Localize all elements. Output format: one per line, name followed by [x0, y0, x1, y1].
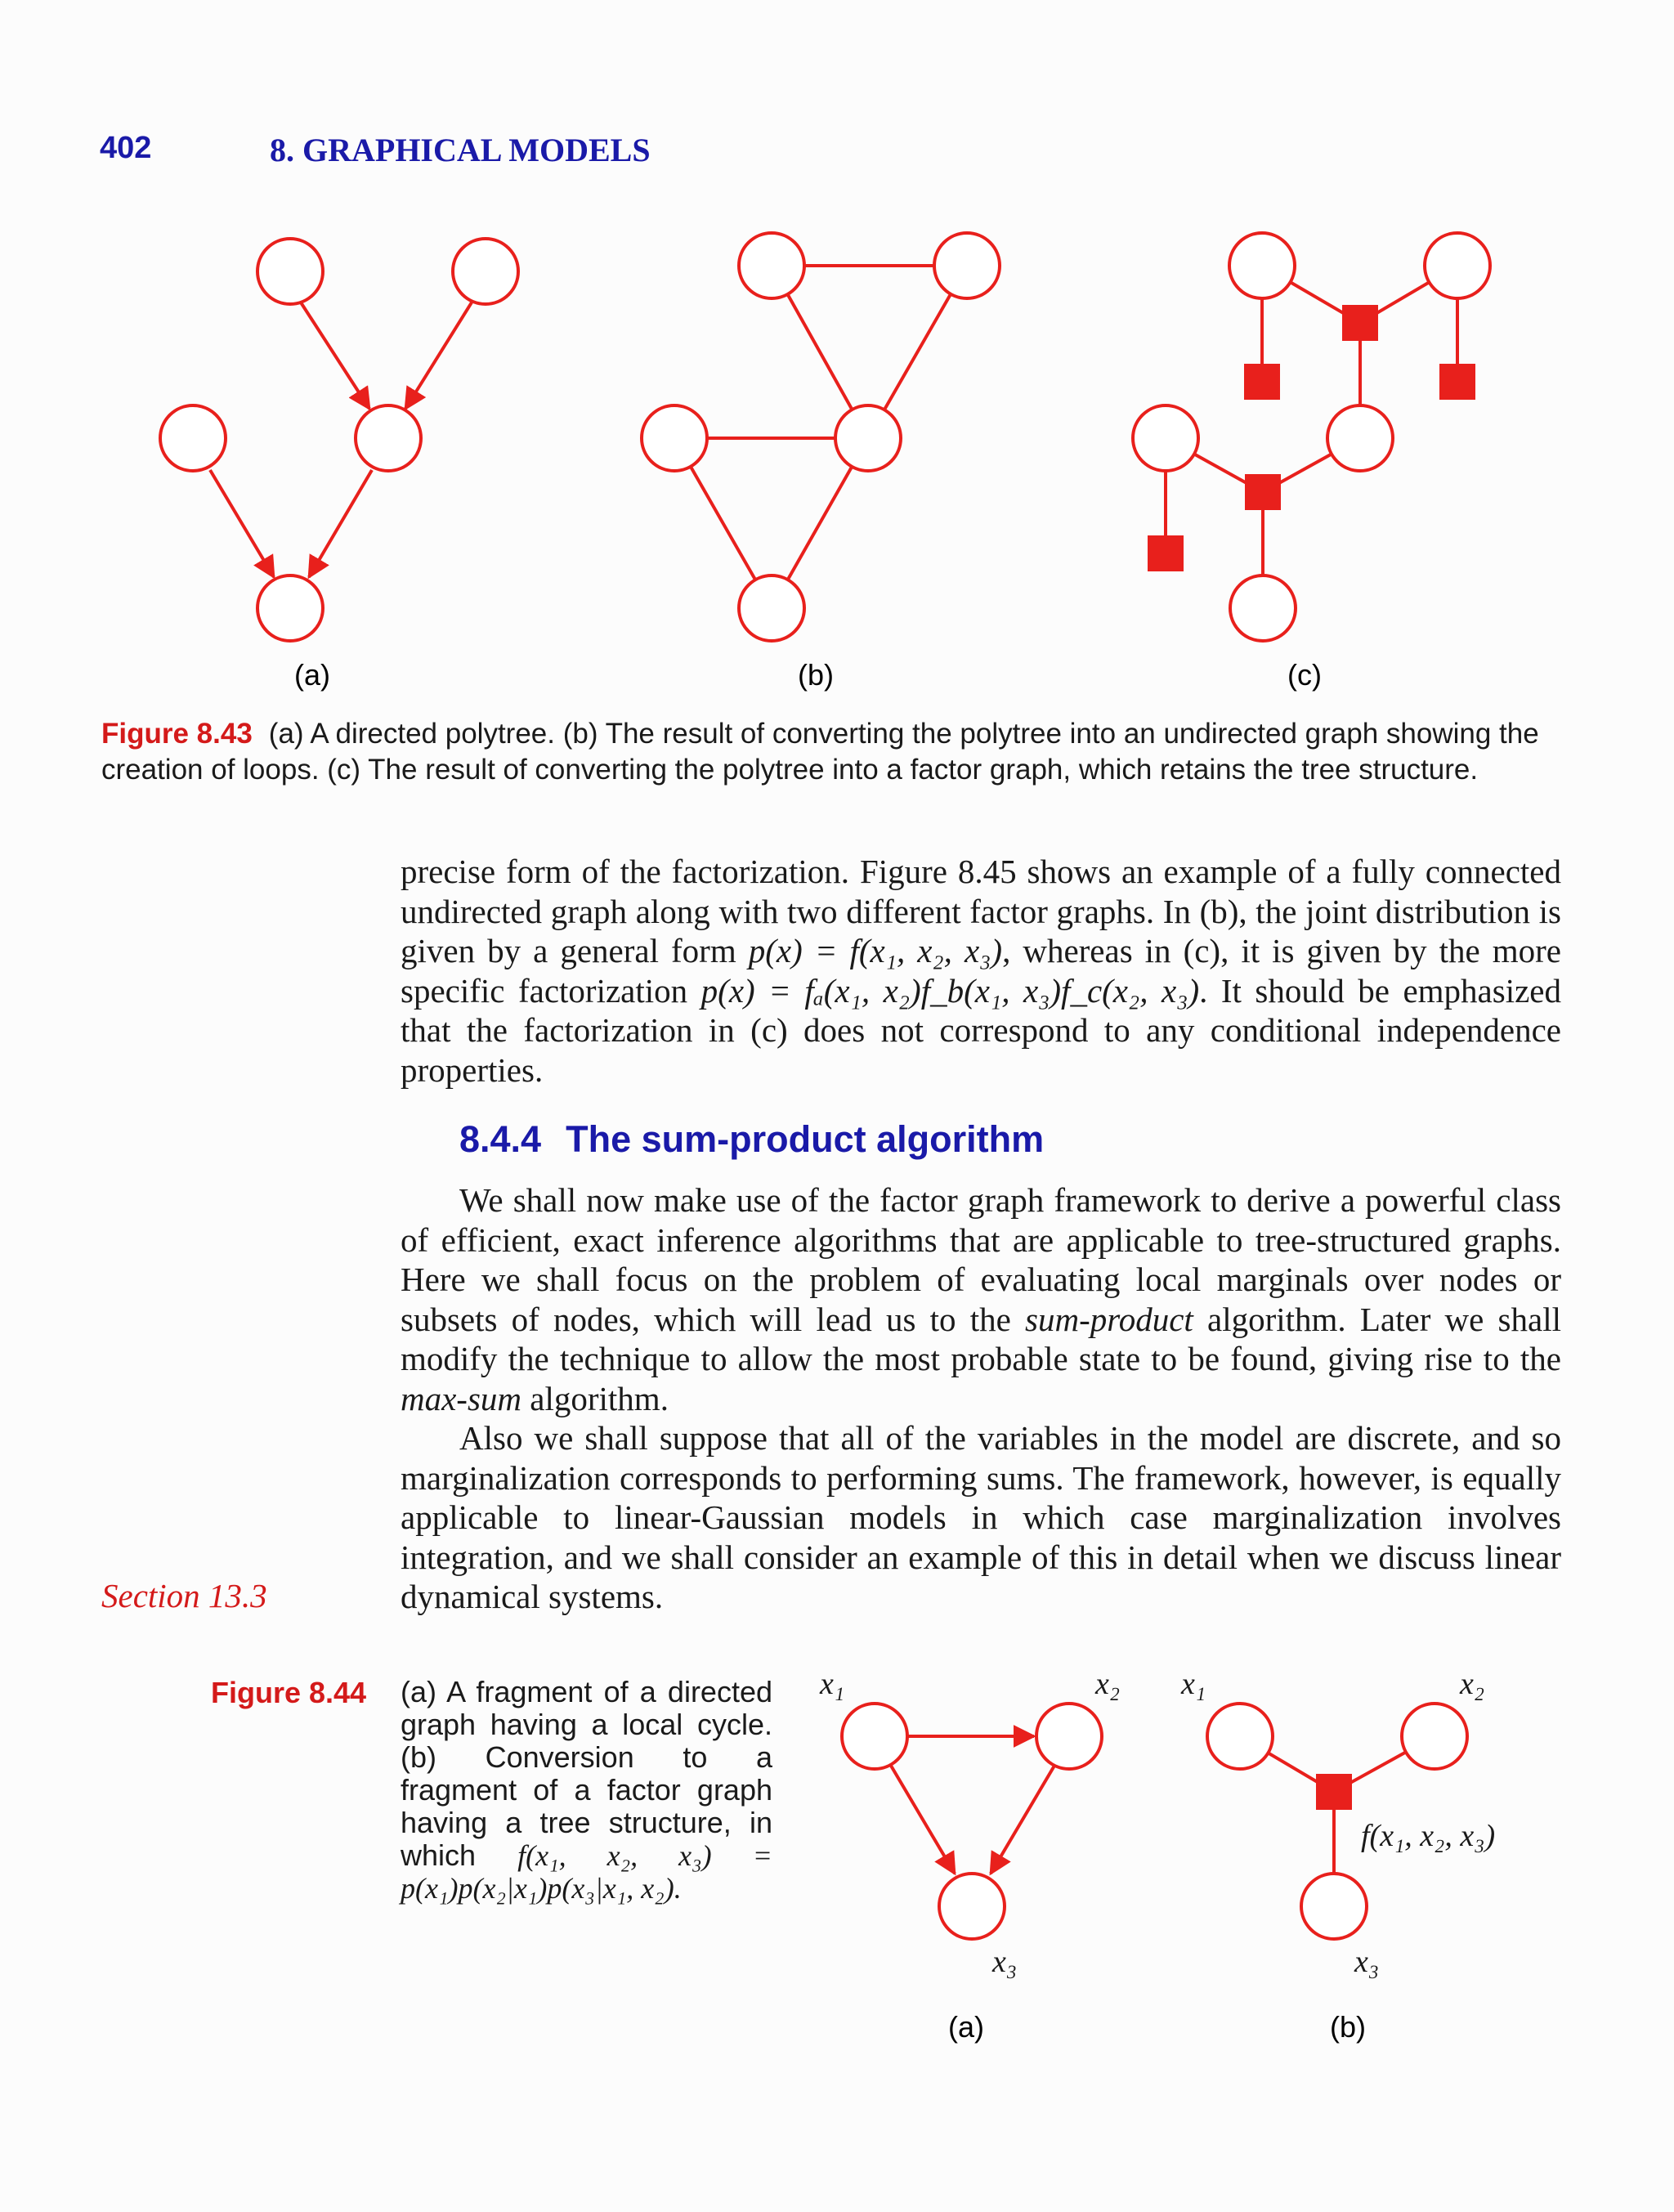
figure-843-caption-text: (a) A directed polytree. (b) The result of converting the polytree into an undirected graph showing the creation of loops. (c) The result of converting the polytree into a factor graph, which retains the tree structure. — [101, 718, 1539, 786]
edge-arrow — [405, 302, 472, 409]
term-sum-product: sum-product — [1025, 1300, 1193, 1338]
chapter-title: 8. GRAPHICAL MODELS — [270, 132, 651, 168]
figure-844-caption-math: f(x₁, x₂, x₃) = p(x₁)p(x₂|x₁)p(x₃|x₁, x₂). — [401, 1839, 772, 1905]
edge-arrow — [301, 302, 369, 409]
node — [356, 405, 421, 471]
node — [934, 233, 1000, 298]
node — [453, 239, 518, 304]
label-x2: x₂ — [1460, 1667, 1485, 1701]
intro-text-3: . It should be emphasized that the factorization in (c) does not correspond to any conditional independence properties. — [401, 971, 1561, 1089]
node — [257, 575, 323, 641]
factor-node — [1148, 535, 1184, 571]
node — [1425, 233, 1490, 298]
polytree-directed-graph — [160, 239, 518, 641]
factor-node — [1244, 364, 1280, 400]
para1-text-2: algorithm. Later we shall modify the technique to allow the most probable state to be found, giving rise to the — [401, 1300, 1561, 1377]
node — [1229, 233, 1295, 298]
edge-arrow — [210, 470, 274, 577]
margin-note-section-ref: Section 13.3 — [101, 1577, 267, 1614]
paragraph-2: Also we shall suppose that all of the variables in the model are discrete, and so marginalization corresponds to performing sums. The framework, however, is equally applicable to linear-Gaussian models in which case marginalization involves integration, and we shall consider an example of this in detail when we discuss linear dynamical systems. — [401, 1419, 1561, 1615]
intro-math-2: p(x) = fₐ(x₁, x₂)f_b(x₁, x₃)f_c(x₂, x₃) — [700, 971, 1200, 1010]
node — [257, 239, 323, 304]
section-heading — [459, 1118, 1044, 1161]
factor-node-f — [1316, 1774, 1352, 1810]
figure-844-caption — [401, 1676, 772, 1905]
node — [835, 405, 901, 471]
figure-844-caption-text: (a) A fragment of a directed graph having a local cycle. (b) Conversion to a fragment of a factor graph having a tree structure, in which — [401, 1675, 772, 1872]
node — [1327, 405, 1393, 471]
page-number: 402 — [100, 131, 152, 165]
figure-843-caption — [101, 716, 1573, 788]
node — [1230, 575, 1296, 641]
paragraph-1 — [401, 1180, 1561, 1418]
figure-844-label: Figure 8.44 — [211, 1676, 367, 1709]
node — [739, 575, 804, 641]
intro-text-1: precise form of the factorization. Figure 8.45 shows an example of a fully connected undirected graph along with two different factor graphs. In (b), the joint distribution is given by a general form — [401, 853, 1561, 969]
sublabel-a: (a) — [948, 2010, 984, 2044]
para1-text-1: We shall now make use of the factor graph framework to derive a powerful class of efficient, exact inference algorithms that are applicable to tree-structured graphs. Here we shall focus on the problem of evaluating local marginals over nodes or subsets of nodes, which will lead us to the — [401, 1181, 1561, 1338]
node-x2 — [1036, 1704, 1102, 1769]
label-x1: x₁ — [820, 1667, 845, 1701]
sublabel-c: (c) — [1287, 658, 1322, 692]
intro-math-1: p(x) = f(x₁, x₂, x₃) — [748, 932, 1003, 969]
label-x3: x₃ — [992, 1945, 1018, 1979]
undirected-loop-graph — [642, 233, 1000, 641]
label-x2: x₂ — [1095, 1667, 1121, 1701]
figure-843-label: Figure 8.43 — [101, 718, 253, 750]
factor-node — [1245, 474, 1281, 510]
section-number: 8.4.4 — [459, 1118, 542, 1160]
sublabel-b: (b) — [798, 658, 834, 692]
node-x2 — [1402, 1704, 1467, 1769]
factor-graph-tree — [1133, 233, 1490, 641]
node — [1133, 405, 1198, 471]
label-x1: x₁ — [1181, 1667, 1206, 1701]
label-factor: f(x₁, x₂, x₃) — [1361, 1819, 1496, 1853]
node-x3 — [1301, 1874, 1367, 1939]
edge-arrow — [991, 1766, 1054, 1874]
local-cycle-directed-graph — [842, 1704, 1102, 1939]
section-body — [401, 1180, 1561, 1617]
para1-text-3: algorithm. — [530, 1379, 669, 1417]
node — [739, 233, 804, 298]
section-title: The sum-product algorithm — [566, 1118, 1045, 1160]
node-x1 — [842, 1704, 907, 1769]
edge-arrow — [309, 470, 372, 577]
sublabel-a: (a) — [294, 658, 330, 692]
intro-text-2: , whereas in (c), it is given by the more specific factorization — [401, 932, 1562, 1010]
node — [642, 405, 707, 471]
node-x1 — [1207, 1704, 1273, 1769]
node — [160, 405, 226, 471]
term-max-sum: max-sum — [401, 1379, 522, 1417]
label-x3: x₃ — [1354, 1945, 1380, 1979]
sublabel-b: (b) — [1330, 2010, 1366, 2044]
factor-node — [1342, 305, 1378, 341]
intro-paragraph — [401, 852, 1561, 1090]
node-x3 — [939, 1874, 1005, 1939]
factor-node — [1439, 364, 1475, 400]
edge-arrow — [891, 1766, 955, 1874]
